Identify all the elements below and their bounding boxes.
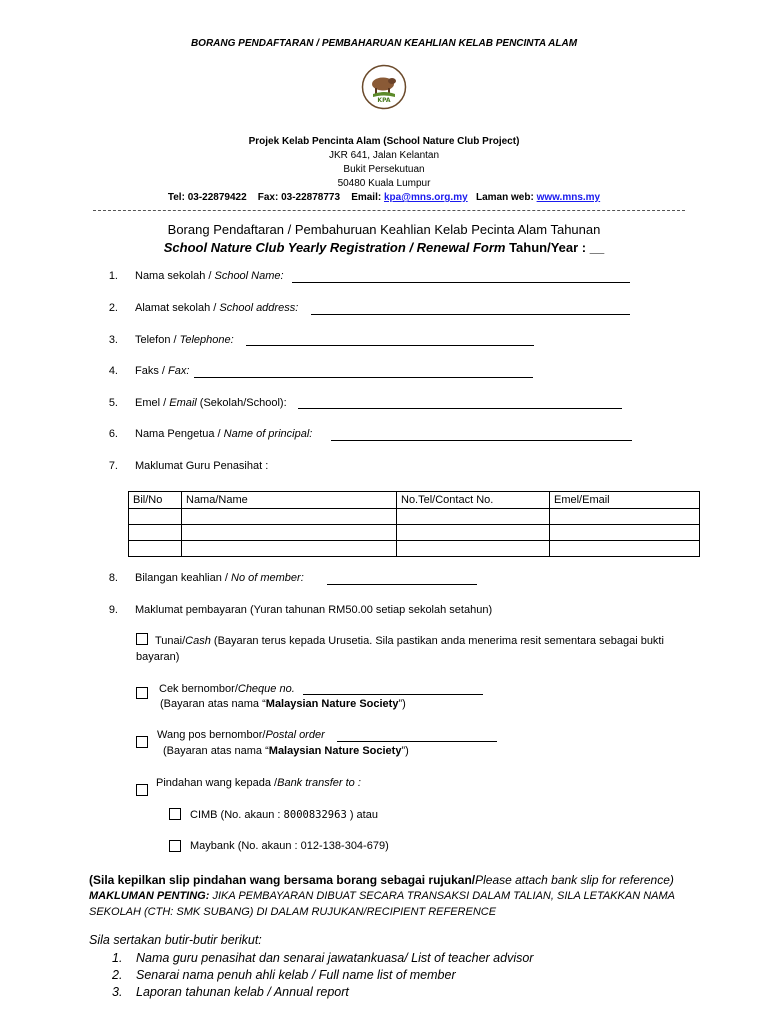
field-number: 3.: [108, 334, 118, 346]
email-link[interactable]: kpa@mns.org.my: [383, 192, 468, 203]
org-name: Projek Kelab Pencinta Alam (School Nature Club Project): [248, 136, 520, 147]
tel-text: Tel: 03-22879422: [167, 192, 247, 203]
field-label-en: No of member:: [231, 572, 304, 584]
web-link[interactable]: www.mns.my: [536, 192, 601, 203]
important-label: MAKLUMAN PENTING:: [89, 890, 210, 902]
field-label: Alamat sekolah /: [135, 302, 220, 314]
table-cell[interactable]: [550, 525, 700, 541]
cimb-label: CIMB (No. akaun :: [190, 809, 284, 821]
table-cell[interactable]: [550, 509, 700, 525]
field-label-tail: (Sekolah/School):: [196, 397, 287, 409]
cimb-option-label: [190, 809, 378, 821]
form-title-english: [0, 240, 768, 255]
advisor-table: [128, 491, 700, 557]
table-cell[interactable]: [129, 525, 182, 541]
table-header: No.Tel/Contact No.: [397, 492, 550, 509]
attach-slip-note: [89, 873, 674, 887]
field-number: 5.: [108, 397, 118, 409]
list-number: 3.: [112, 985, 123, 999]
document-top-title: BORANG PENDAFTARAN / PEMBAHARUAN KEAHLIAN KELAB PENCINTA ALAM: [190, 38, 578, 49]
table-row[interactable]: [129, 541, 700, 557]
postal-order-option-label: [157, 729, 325, 741]
email-input-line[interactable]: [298, 408, 622, 409]
list-text: Laporan tahunan kelab / Annual report: [136, 985, 349, 999]
field-label-en: Name of principal:: [223, 428, 313, 440]
cheque-payee-note: [160, 698, 406, 710]
field-number: 4.: [108, 365, 118, 377]
field-label: Nama sekolah /: [135, 270, 215, 282]
payee-name: Malaysian Nature Society: [268, 745, 402, 757]
bank-label-malay: Pindahan wang kepada /: [156, 777, 278, 789]
list-text: Senarai nama penuh ahli kelab / Full name list of member: [136, 968, 456, 982]
maybank-checkbox[interactable]: [169, 840, 181, 852]
address-line-1: JKR 641, Jalan Kelantan: [328, 150, 440, 161]
bank-transfer-checkbox[interactable]: [136, 784, 148, 796]
postal-label-malay: Wang pos bernombor/: [157, 729, 266, 741]
maybank-option-label: Maybank (No. akaun : 012-138-304-679): [190, 840, 389, 852]
contact-line: [0, 191, 768, 205]
fax-text: Fax: 03-22878773: [257, 192, 341, 203]
svg-text:KPA: KPA: [377, 97, 391, 104]
field-number: 1.: [108, 270, 118, 282]
field-number: 7.: [108, 460, 118, 472]
cheque-label-english: Cheque no.: [237, 683, 295, 695]
table-cell[interactable]: [397, 509, 550, 525]
table-cell[interactable]: [182, 509, 397, 525]
telephone-input-line[interactable]: [246, 345, 534, 346]
attachments-heading: Sila sertakan butir-butir berikut:: [89, 933, 262, 947]
important-note-line-1: [89, 890, 675, 902]
school-address-input-line[interactable]: [311, 314, 630, 315]
field-number: 9.: [108, 604, 118, 616]
cimb-checkbox[interactable]: [169, 808, 181, 820]
principal-input-line[interactable]: [331, 440, 632, 441]
cheque-checkbox[interactable]: [136, 687, 148, 699]
school-name-input-line[interactable]: [292, 282, 630, 283]
field-label-en: School Name:: [214, 270, 284, 282]
field-label-en: School address:: [219, 302, 299, 314]
table-cell[interactable]: [397, 541, 550, 557]
field-label: Emel /: [135, 397, 170, 409]
cheque-option-label: [159, 683, 295, 695]
bank-transfer-option-label: [156, 777, 361, 789]
table-cell[interactable]: [182, 525, 397, 541]
cash-checkbox[interactable]: [136, 633, 148, 645]
table-cell[interactable]: [397, 525, 550, 541]
field-label: Bilangan keahlian /: [135, 572, 232, 584]
field-label-en: Telephone:: [179, 334, 234, 346]
fax-input-line[interactable]: [194, 377, 533, 378]
list-text: Nama guru penasihat dan senarai jawatankuasa/ List of teacher advisor: [136, 951, 534, 965]
table-cell[interactable]: [550, 541, 700, 557]
table-header-row: [129, 492, 700, 509]
field-label: Maklumat pembayaran (Yuran tahunan RM50.00 setiap sekolah setahun): [135, 604, 493, 616]
cash-label-english: Cash: [185, 635, 211, 647]
payee-note-suffix: ”): [401, 745, 409, 757]
field-number: 2.: [108, 302, 118, 314]
table-header: Emel/Email: [550, 492, 700, 509]
important-note-line-2: SEKOLAH (CTH: SMK SUBANG) DI DALAM RUJUKAN/RECIPIENT REFERENCE: [89, 906, 497, 918]
web-label: Laman web:: [476, 192, 534, 203]
table-row[interactable]: [129, 509, 700, 525]
attach-note-english: Please attach bank slip for reference): [475, 873, 674, 887]
field-label-en: Fax:: [168, 365, 190, 377]
cheque-label-malay: Cek bernombor/: [159, 683, 238, 695]
club-logo: [361, 64, 407, 110]
cash-option-label: [155, 635, 715, 647]
field-number: 6.: [108, 428, 118, 440]
list-item: [112, 985, 349, 999]
postal-payee-note: [163, 745, 409, 757]
address-line-2: Bukit Persekutuan: [343, 164, 425, 175]
field-label: Maklumat Guru Penasihat :: [135, 460, 269, 472]
list-number: 1.: [112, 951, 123, 965]
address-line-3: 50480 Kuala Lumpur: [337, 178, 431, 189]
payee-name: Malaysian Nature Society: [265, 698, 399, 710]
table-cell[interactable]: [129, 509, 182, 525]
email-label: Email:: [351, 192, 382, 203]
form-title-italic: School Nature Club Yearly Registration / Renewal Form: [163, 240, 506, 255]
form-title-malay: Borang Pendaftaran / Pembahuruan Keahlian Kelab Pecinta Alam Tahunan: [167, 222, 601, 237]
payee-note-suffix: ”): [398, 698, 406, 710]
postal-order-checkbox[interactable]: [136, 736, 148, 748]
important-text: JIKA PEMBAYARAN DIBUAT SECARA TRANSAKSI DALAM TALIAN, SILA LETAKKAN NAMA: [209, 890, 675, 902]
table-header: Nama/Name: [182, 492, 397, 509]
form-title-year: Tahun/Year : __: [505, 240, 605, 255]
field-label-en: Email: [169, 397, 197, 409]
attach-note-malay: (Sila kepilkan slip pindahan wang bersama borang sebagai rujukan/: [89, 873, 476, 887]
cash-label-malay: Tunai/: [155, 635, 186, 647]
field-label: Faks /: [135, 365, 169, 377]
table-cell[interactable]: [129, 541, 182, 557]
cash-label-note: (Bayaran terus kepada Urusetia. Sila pastikan anda menerima resit sementara sebagai bukti: [210, 635, 664, 647]
list-item: [112, 951, 533, 965]
payee-note-prefix: (Bayaran atas nama “: [163, 745, 269, 757]
field-label: Telefon /: [135, 334, 180, 346]
cimb-label-suffix: ) atau: [346, 809, 378, 821]
table-row[interactable]: [129, 525, 700, 541]
field-label: Nama Pengetua /: [135, 428, 224, 440]
cheque-number-input-line[interactable]: [303, 694, 483, 695]
payee-note-prefix: (Bayaran atas nama “: [160, 698, 266, 710]
cash-option-note-continued: bayaran): [136, 651, 180, 663]
bank-label-english: Bank transfer to :: [277, 777, 361, 789]
postal-order-input-line[interactable]: [337, 741, 497, 742]
table-cell[interactable]: [182, 541, 397, 557]
field-number: 8.: [108, 572, 118, 584]
postal-label-english: Postal order: [265, 729, 325, 741]
member-count-input-line[interactable]: [327, 584, 477, 585]
list-item: [112, 968, 456, 982]
table-header: Bil/No: [129, 492, 182, 509]
list-number: 2.: [112, 968, 123, 982]
cimb-account-number: 8000832963: [283, 809, 347, 821]
header-divider: [93, 210, 685, 211]
